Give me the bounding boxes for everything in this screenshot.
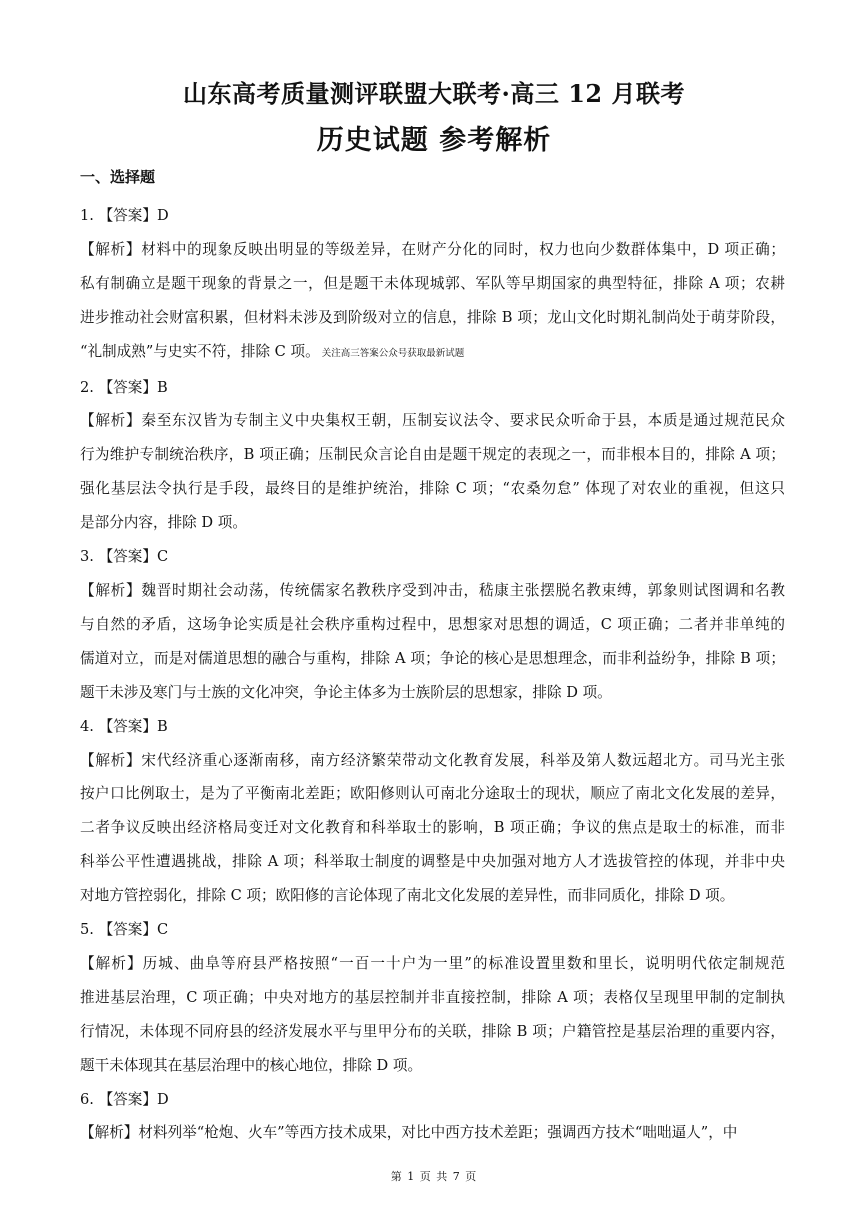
page-footer: 第 1 页 共 7 页: [390, 1170, 478, 1183]
analysis-text: 科举公平性遭遇挑战，排除 A 项；科举取士制度的调整是中央加强对地方人才选拔管控的体现，并非中央: [80, 853, 785, 871]
analysis-text: 【解析】魏晋时期社会动荡，传统儒家名教秩序受到冲击，嵇康主张摆脱名教束缚，郭象则试图调和名教: [80, 581, 785, 599]
analysis-text: 按户口比例取士，是为了平衡南北差距；欧阳修则认可南北分途取士的现状，顺应了南北文化发展的差异，: [80, 785, 785, 803]
answer-list: [80, 199, 785, 1150]
analysis-line: [80, 1116, 785, 1150]
analysis-text: 是部分内容，排除 D 项。: [80, 514, 247, 532]
analysis-text: 【解析】宋代经济重心逐渐南移，南方经济繁荣带动文化教育发展，科举及第人数远超北方。司马光主张: [80, 751, 785, 769]
analysis-paragraph: [80, 574, 785, 710]
analysis-text: 进步推动社会财富积累，但材料未涉及到阶级对立的信息，排除 B 项；龙山文化时期礼制尚处于萌芽阶段，: [80, 308, 785, 326]
analysis-paragraph: [80, 947, 785, 1083]
analysis-paragraph: [80, 1116, 785, 1150]
analysis-line: [80, 879, 785, 913]
answer-line: 4. 【答案】B: [80, 717, 168, 735]
question-block: [80, 199, 785, 371]
analysis-text: 【解析】历城、曲阜等府县严格按照“一百一十户为一里”的标准设置里数和里长，说明明代依定制规范: [80, 954, 785, 972]
answer-line: 5. 【答案】C: [80, 921, 169, 939]
document-title: 山东高考质量测评联盟大联考·高三 12 月联考: [183, 79, 685, 108]
analysis-text: 二者争议反映出经济格局变迁对文化教育和科举取士的影响，B 项正确；争议的焦点是取士的标准，而非: [80, 819, 785, 837]
answer-line: 6. 【答案】D: [80, 1090, 169, 1108]
analysis-text: 与自然的矛盾，这场争论实质是社会秩序重构过程中，思想家对思想的调适，C 项正确；二者并非单纯的: [80, 615, 785, 633]
analysis-line: [80, 438, 785, 472]
question-block: [80, 710, 785, 913]
analysis-line: [80, 506, 785, 540]
analysis-line: [80, 574, 785, 608]
answer-line: 3. 【答案】C: [80, 548, 169, 566]
question-block: [80, 1083, 785, 1151]
analysis-line: [80, 472, 785, 506]
analysis-line: [80, 233, 785, 267]
analysis-text: “礼制成熟”与史实不符，排除 C 项。: [80, 342, 320, 360]
analysis-line: [80, 642, 785, 676]
analysis-text: 题干未体现其在基层治理中的核心地位，排除 D 项。: [80, 1056, 423, 1074]
analysis-line: [80, 267, 785, 301]
analysis-paragraph: [80, 233, 785, 371]
question-block: [80, 540, 785, 710]
analysis-line: [80, 335, 785, 371]
analysis-text: 推进基层治理，C 项正确；中央对地方的基层控制并非直接控制，排除 A 项；表格仅呈现里甲制的定制执: [80, 988, 785, 1006]
analysis-text: 题干未涉及寒门与士族的文化冲突，争论主体多为士族阶层的思想家，排除 D 项。: [80, 683, 612, 701]
analysis-line: [80, 777, 785, 811]
analysis-text: 对地方管控弱化，排除 C 项；欧阳修的言论体现了南北文化发展的差异性，而非同质化，排除 D 项。: [80, 887, 735, 905]
answer-line: 1. 【答案】D: [80, 207, 169, 224]
answer-line: 2. 【答案】B: [80, 378, 168, 396]
analysis-line: [80, 1049, 785, 1083]
analysis-paragraph: [80, 744, 785, 914]
analysis-line: [80, 1015, 785, 1049]
analysis-text: 【解析】材料中的现象反映出明显的等级差异，在财产分化的同时，权力也向少数群体集中，D 项正确；: [80, 240, 785, 258]
analysis-text: 行情况，未体现不同府县的经济发展水平与里甲分布的关联，排除 B 项；户籍管控是基层治理的重要内容，: [80, 1022, 785, 1040]
watermark-text: 关注高三答案公众号获取最新试题: [321, 347, 465, 359]
analysis-text: 私有制确立是题干现象的背景之一，但是题干未体现城郭、军队等早期国家的典型特征，排除 A 项；农耕: [80, 274, 785, 292]
analysis-paragraph: [80, 404, 785, 540]
question-block: [80, 913, 785, 1083]
analysis-line: [80, 845, 785, 879]
section-heading: 一、选择题: [80, 168, 156, 186]
analysis-text: 【解析】材料列举“枪炮、火车”等西方技术成果，对比中西方技术差距；强调西方技术“咄咄逼人”，中: [80, 1124, 738, 1142]
question-block: [80, 371, 785, 541]
analysis-text: 儒道对立，而是对儒道思想的融合与重构，排除 A 项；争论的核心是思想理念，而非利益纷争，排除 B 项；: [80, 649, 785, 667]
analysis-text: 强化基层法令执行是手段，最终目的是维护统治，排除 C 项；“农桑勿怠” 体现了对农业的重视，但这只: [80, 480, 785, 498]
analysis-text: 【解析】秦至东汉皆为专制主义中央集权王朝，压制妄议法令、要求民众听命于县，本质是通过规范民众: [80, 412, 785, 430]
analysis-line: [80, 301, 785, 335]
analysis-line: [80, 608, 785, 642]
analysis-text: 行为维护专制统治秩序，B 项正确；压制民众言论自由是题干规定的表现之一，而非根本目的，排除 A 项；: [80, 446, 785, 464]
analysis-line: [80, 404, 785, 438]
analysis-line: [80, 981, 785, 1015]
analysis-line: [80, 676, 785, 710]
analysis-line: [80, 811, 785, 845]
analysis-line: [80, 744, 785, 778]
document-subtitle: 历史试题 参考解析: [316, 125, 552, 156]
analysis-line: [80, 947, 785, 981]
